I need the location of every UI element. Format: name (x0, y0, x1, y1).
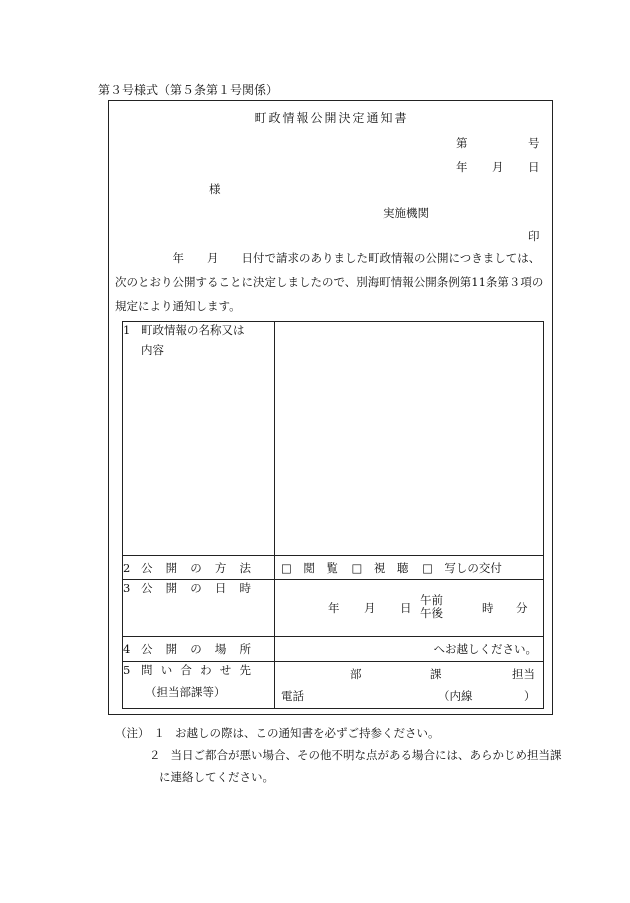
disclosure-place-field[interactable]: へお越しください。 (275, 637, 544, 662)
table-row (123, 662, 544, 709)
document-title: 町政情報公開決定通知書 (254, 111, 409, 125)
date-day: 日 (528, 160, 540, 174)
option-copy[interactable]: □ 写しの交付 (422, 561, 502, 575)
notice-paragraph (115, 246, 545, 318)
disclosure-datetime-field[interactable]: 年 月 日 午前 午後 時 分 (275, 580, 544, 637)
disclosure-details-table (122, 321, 544, 709)
table-row (123, 322, 544, 556)
table-row (123, 556, 544, 580)
date-year: 年 (456, 160, 468, 174)
contact-field[interactable]: 部 課 担当 電話 （内線 ） (275, 662, 544, 709)
seal-mark: 印 (528, 229, 540, 243)
number-suffix: 号 (528, 136, 540, 150)
note-1: （注） １ お越しの際は、この通知書を必ずご持参ください。 (115, 726, 440, 740)
note-2: ２ 当日ご都合が悪い場合、その他不明な点がある場合には、あらかじめ担当課 (149, 748, 562, 762)
row3-label: 3 公 開 の 日 時 (123, 580, 275, 637)
paragraph-line-1: 年 月 日付で請求のありました町政情報の公開につきましては、 (115, 251, 541, 265)
table-row (123, 637, 544, 662)
issuing-agency: 実施機関 (383, 206, 429, 220)
paragraph-line-2: 次のとおり公開することに決定しましたので、別海町情報公開条例第11条第３項の (115, 275, 544, 289)
disclosure-method-options (275, 556, 544, 580)
info-content-field[interactable] (275, 322, 544, 556)
row1-label: 1 町政情報の名称又は 内容 (123, 322, 275, 556)
am-pm-choice[interactable]: 午前 午後 (420, 593, 443, 620)
form-number-label: 第３号様式（第５条第１号関係） (98, 83, 279, 97)
row2-label: 2 公 開 の 方 法 (123, 556, 275, 580)
option-listen[interactable]: □ 視 聴 (351, 561, 409, 575)
note-2-continued: に連絡してください。 (159, 770, 274, 784)
notes-section (115, 722, 562, 788)
row5-label: 5 問 い 合 わ せ 先 （担当部課等） (123, 662, 275, 709)
date-month: 月 (492, 160, 504, 174)
paragraph-line-3: 規定により通知します。 (115, 299, 241, 313)
row4-label: 4 公 開 の 場 所 (123, 637, 275, 662)
number-prefix: 第 (456, 136, 468, 150)
addressee-honorific: 様 (209, 182, 221, 196)
table-row (123, 580, 544, 637)
option-view[interactable]: □ 閲 覧 (281, 561, 338, 575)
